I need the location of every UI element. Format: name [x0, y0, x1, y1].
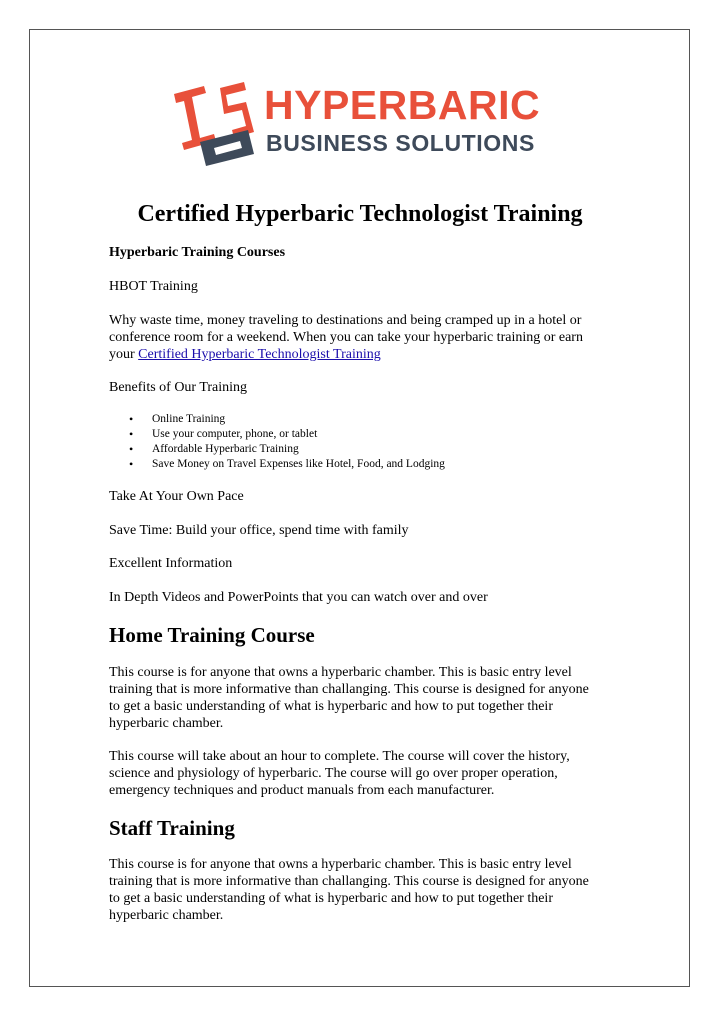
intro-line-3-prefix: your	[109, 347, 139, 362]
logo-mark-icon	[170, 80, 262, 170]
home-p1-line-3: to get a basic understanding of what is hyperbaric and how to put together their	[109, 699, 553, 714]
home-p1-line-1: This course is for anyone that owns a hyperbaric chamber. This is basic entry level	[109, 665, 572, 680]
home-training-heading: Home Training Course	[109, 623, 315, 647]
home-p2-line-1: This course will take about an hour to complete. The course will cover the history,	[109, 749, 570, 764]
subheading-training-courses: Hyperbaric Training Courses	[109, 245, 286, 260]
list-item: • Affordable Hyperbaric Training	[109, 442, 445, 457]
list-item: • Online Training	[109, 412, 445, 427]
benefits-list	[109, 412, 445, 472]
logo-text-hyperbaric: HYPERBARIC	[264, 82, 541, 128]
save-time-text: Save Time: Build your office, spend time with family	[109, 523, 409, 538]
intro-line-2: conference room for a weekend. When you can take your hyperbaric training or earn	[109, 330, 583, 345]
intro-line-3	[109, 346, 619, 363]
certified-training-link[interactable]: Certified Hyperbaric Technologist Training	[138, 347, 381, 362]
staff-p1-line-3: to get a basic understanding of what is hyperbaric and how to put together their	[109, 891, 553, 906]
home-p1-line-4: hyperbaric chamber.	[109, 716, 224, 731]
hbot-training-text: HBOT Training	[109, 279, 198, 294]
pace-text: Take At Your Own Pace	[109, 489, 244, 504]
page-title: Certified Hyperbaric Technologist Training	[137, 201, 583, 227]
staff-p1-line-1: This course is for anyone that owns a hyperbaric chamber. This is basic entry level	[109, 857, 572, 872]
home-p2-line-2: science and physiology of hyperbaric. The course will go over proper operation,	[109, 766, 558, 781]
staff-p1-line-4: hyperbaric chamber.	[109, 908, 224, 923]
list-item: • Use your computer, phone, or tablet	[109, 427, 445, 442]
benefits-heading: Benefits of Our Training	[109, 380, 248, 395]
home-p1-line-2: training that is more informative than challanging. This course is designed for anyone	[109, 682, 589, 697]
page-border	[29, 29, 690, 987]
list-item: • Save Money on Travel Expenses like Hotel, Food, and Lodging	[109, 457, 445, 472]
excellent-info-text: Excellent Information	[109, 556, 233, 571]
staff-training-heading: Staff Training	[109, 816, 235, 840]
company-logo	[170, 80, 560, 170]
home-p2-line-3: emergency techniques and product manuals from each manufacturer.	[109, 783, 495, 798]
staff-p1-line-2: training that is more informative than challanging. This course is designed for anyone	[109, 874, 589, 889]
videos-text: In Depth Videos and PowerPoints that you can watch over and over	[109, 590, 488, 605]
logo-text-business-solutions: BUSINESS SOLUTIONS	[266, 130, 535, 156]
intro-line-1: Why waste time, money traveling to destinations and being cramped up in a hotel or	[109, 313, 582, 328]
